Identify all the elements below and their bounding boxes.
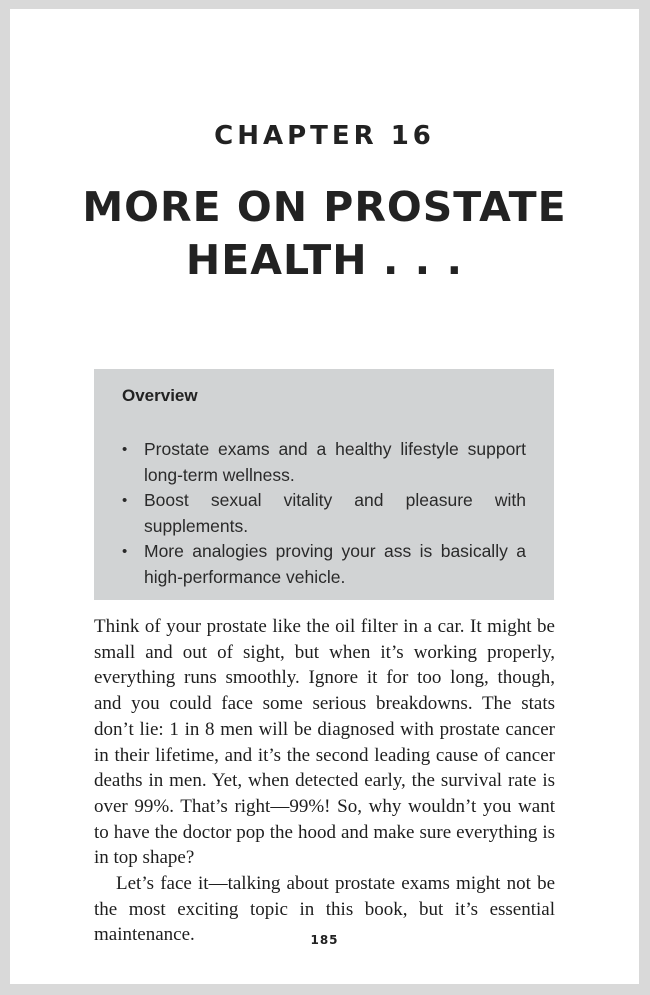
book-page: [10, 9, 639, 984]
overview-item: [122, 488, 526, 539]
bullet-icon: •: [122, 543, 128, 560]
chapter-title: [50, 181, 599, 287]
chapter-title-line-2: HEALTH . . .: [185, 236, 464, 284]
overview-item-text: More analogies proving your ass is basically a high-performance vehicle.: [144, 541, 526, 587]
overview-list: [122, 437, 526, 590]
overview-box: [94, 369, 554, 600]
overview-item: [122, 437, 526, 488]
overview-item-text: Prostate exams and a healthy lifestyle support long-term wellness.: [144, 439, 526, 485]
body-paragraph: Think of your prostate like the oil filter in a car. It might be small and out of sight, but when it’s working properly, everything runs smoothly. Ignore it for too long, though, and you could face some serious breakdowns. The stats don’t lie: 1 in 8 men will be diagnosed with prostate cancer in their lifetime, and it’s the second leading cause of cancer deaths in men. Yet, when detected early, the survival rate is over 99%. That’s right—99%! So, why wouldn’t you want to have the doctor pop the hood and make sure everything is in top shape?: [94, 616, 555, 869]
overview-item-text: Boost sexual vitality and pleasure with supplements.: [144, 490, 526, 536]
bullet-icon: •: [122, 492, 128, 509]
body-text: [94, 614, 555, 948]
overview-heading: Overview: [122, 386, 198, 405]
overview-item: [122, 539, 526, 590]
chapter-title-line-1: MORE ON PROSTATE: [82, 183, 567, 231]
bullet-icon: •: [122, 441, 128, 458]
page-number: 185: [310, 933, 339, 947]
body-paragraph: Let’s face it—talking about prostate exams might not be the most exciting topic in this book, but it’s essential maintenance.: [94, 873, 555, 946]
chapter-label: CHAPTER 16: [214, 121, 435, 151]
